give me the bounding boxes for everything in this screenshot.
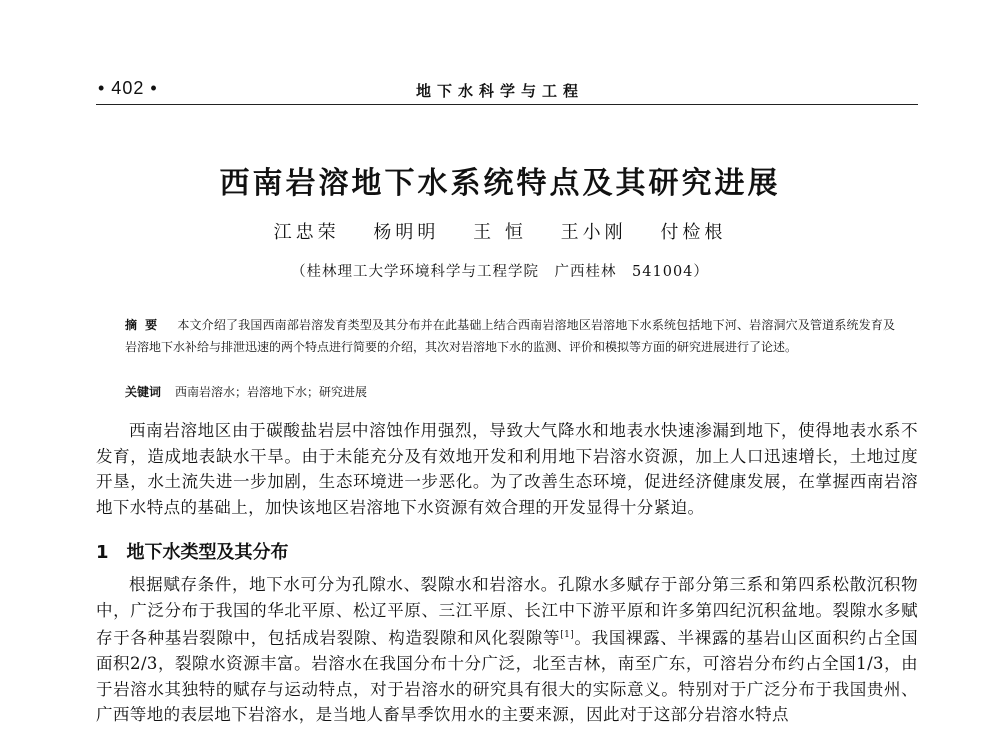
abstract-text: 本文介绍了我国西南部岩溶发育类型及其分布并在此基础上结合西南岩溶地区岩溶地下水系统包括地下河、岩溶洞穴及管道系统发育及岩溶地下水补给与排泄迅速的两个特点进行简要的介绍，其次对岩溶地下水的监测、评价和模拟等方面的研究进展进行了论述。 — [125, 318, 895, 354]
section-paragraph — [96, 572, 918, 728]
abstract-label: 摘要 — [125, 318, 166, 332]
keywords-text: 西南岩溶水；岩溶地下水；研究进展 — [175, 385, 368, 399]
section-heading — [96, 538, 289, 564]
keywords — [125, 383, 367, 400]
section-number: 1 — [96, 542, 109, 563]
author: 杨明明 — [373, 222, 440, 243]
journal-name: 地下水科学与工程 — [415, 82, 584, 100]
citation-ref: [1] — [560, 630, 575, 640]
author-list — [0, 218, 1000, 244]
section-title: 地下水类型及其分布 — [126, 542, 289, 563]
author: 江忠荣 — [273, 222, 340, 243]
header-rule — [96, 104, 918, 105]
author: 王小刚 — [560, 222, 627, 243]
author: 王 恒 — [473, 222, 527, 243]
abstract — [125, 314, 895, 358]
author: 付检根 — [660, 222, 727, 243]
keywords-label: 关键词 — [125, 385, 162, 399]
page-number: • 402 • — [98, 78, 158, 98]
article-title: 西南岩溶地下水系统特点及其研究进展 — [219, 166, 781, 201]
paragraph-text: 根据赋存条件，地下水可分为孔隙水、裂隙水和岩溶水。孔隙水多赋存于部分第三系和第四系松散沉积物中，广泛分布于我国的华北平原、松辽平原、三江平原、长江中下游平原和许多第四纪沉积盆地。裂隙水多赋存于各种基岩裂隙中，包括成岩裂隙、构造裂隙和风化裂隙等 — [96, 575, 918, 648]
intro-paragraph: 西南岩溶地区由于碳酸盐岩层中溶蚀作用强烈，导致大气降水和地表水快速渗漏到地下，使得地表水系不发育，造成地表缺水干旱。由于未能充分及有效地开发和利用地下岩溶水资源，加上人口迅速增长，土地过度开垦，水土流失进一步加剧，生态环境进一步恶化。为了改善生态环境，促进经济健康发展，在掌握西南岩溶地下水特点的基础上，加快该地区岩溶地下水资源有效合理的开发显得十分紧迫。 — [96, 421, 918, 517]
paragraph-text-cont: 。我国裸露、半裸露的基岩山区面积约占全国面积2/3，裂隙水资源丰富。岩溶水在我国分布十分广泛，北至吉林，南至广东，可溶岩分布约占全国1/3，由于岩溶水其独特的赋存与运动特点，对于岩溶水的研究具有很大的实际意义。特别对于广泛分布于我国贵州、广西等地的表层地下岩溶水，是当地人畜旱季饮用水的主要来源，因此对于这部分岩溶水特点 — [96, 628, 919, 724]
affiliation: （桂林理工大学环境科学与工程学院 广西桂林 541004） — [291, 264, 709, 280]
